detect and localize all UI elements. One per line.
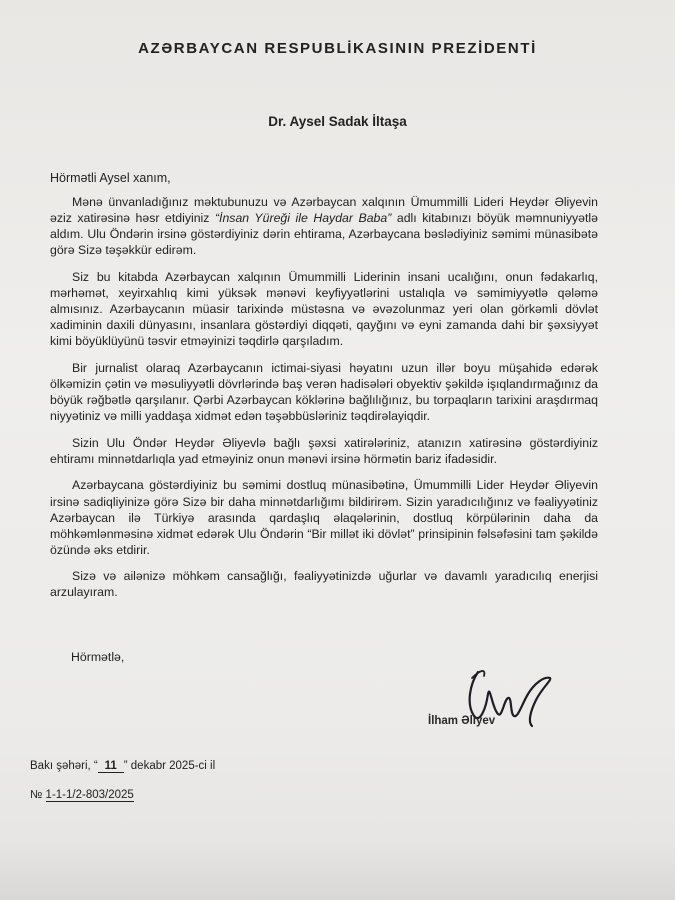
recipient-name: Dr. Aysel Sadak İltaşa <box>268 114 407 129</box>
book-title: “İnsan Yüreği ile Haydar Baba” <box>214 211 392 226</box>
paragraph-1: Mənə ünvanladığınız məktubunuzu və Azərbaycan xalqının Ümummilli Lideri Heydər Əliyevin əziz xatirəsinə həsr etdiyiniz “İnsan Yüreği ile Haydar Baba” adlı kitabınızı böyük məmnuniyyətlə aldım. Ulu Öndərin irsinə göstərdiyiniz dərin ehtirama, Azərbaycana bəslədiyiniz səmimi münasibətə görə Sizə təşəkkür edirəm. <box>50 195 598 258</box>
signer-name: İlham Əliyev <box>428 715 496 727</box>
paragraph-5: Azərbaycana göstərdiyiniz bu səmimi dostluq münasibətinə, Ümummilli Lider Heydər Əliyevin irsinə sadiqliyinizə görə Sizə bir daha minnətdarlığımı bildirirəm. Sizin yaradıcılığınız və fəaliyyətiniz Azərbaycan ilə Türkiyə arasında qardaşlıq əlaqələrinin, dostluq körpülərinin daha da möhkəmlənməsinə xidmət edərək Ulu Öndərin “Bir millət iki dövlət” prinsipinin fəlsəfəsini tam şəkildə özündə əks etdirir. <box>50 478 598 557</box>
date-day: 11 <box>98 760 124 773</box>
place-and-date: Bakı şəhəri, “ 11 ” dekabr 2025-ci il <box>30 760 216 772</box>
document-number-value: 1-1-1/2-803/2025 <box>45 789 134 801</box>
paragraph-2: Siz bu kitabda Azərbaycan xalqının Ümummilli Liderinin insani ucalığını, onun fədakarlıq, mərhəmət, xeyirxahlıq kimi yüksək mənəvi keyfiyyətlərini ustalıqla və səmimiyyətlə qələmə almısınız. Azərbaycanın müasir tarixində müstəsna və əvəzolunmaz yeri olan görkəmli dövlət xadiminin daxili dünyasını, insanlara göstərdiyi diqqəti, qayğını və eyni zamanda dahi bir şəxsiyyət kimi böyüklüyünü təsvir etməyinizi təqdirlə qarşıladım. <box>50 269 598 349</box>
closing-phrase: Hörmətlə, <box>71 650 125 664</box>
paragraph-6: Sizə və ailənizə möhkəm cansağlığı, fəaliyyətinizdə uğurlar və davamlı yaradıcılıq enerjisi arzulayıram. <box>50 569 598 600</box>
page-shadow <box>0 840 675 900</box>
paragraph-4: Sizin Ulu Öndər Heydər Əliyevlə bağlı şəxsi xatirələriniz, atanızın xatirəsinə göstərdiyiniz ehtiramı minnətdarlıqla yad etməyiniz onun mənəvi irsinə hörmətin bariz ifadəsidir. <box>50 435 598 466</box>
paragraph-3: Bir jurnalist olaraq Azərbaycanın ictimai-siyasi həyatını uzun illər boyu müşahidə edərək ölkəmizin çətin və məsuliyyətli dövrlərində baş verən hadisələri obyektiv şəkildə işıqlandırmağınız da böyük rəğbətlə qarşılanır. Qərbi Azərbaycan köklərinə bağlılığınız, bu torpaqların tarixini araşdırmaq niyyətiniz və milli yaddaşa xidmət edən təşəbbüsləriniz təqdirəlayiqdir. <box>50 360 598 424</box>
letter-body <box>50 194 598 611</box>
letterhead-title: AZƏRBAYCAN RESPUBLİKASININ PREZİDENTİ <box>138 40 537 57</box>
document-number: № 1-1-1/2-803/2025 <box>30 789 134 801</box>
salutation: Hörmətli Aysel xanım, <box>50 171 171 185</box>
